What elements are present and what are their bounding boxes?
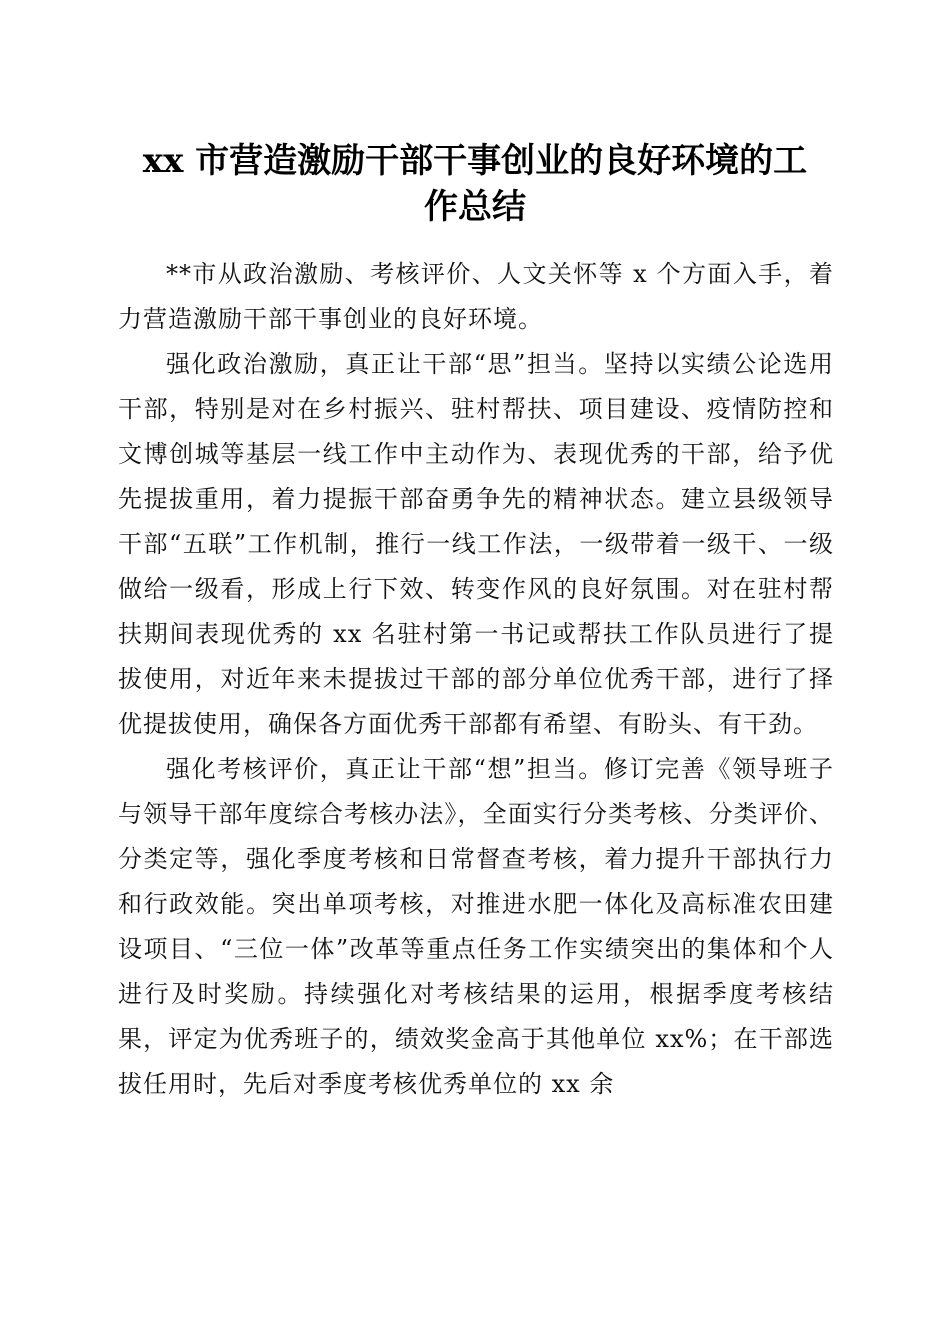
paragraph-political-incentive: 强化政治激励，真正让干部“思”担当。坚持以实绩公论选用干部，特别是对在乡村振兴、驻村帮扶、项目建设、疫情防控和文博创城等基层一线工作中主动作为、表现优秀的干部，给予优先提拔重用，着力提振干部奋勇争先的精神状态。建立县级领导干部“五联”工作机制，推行一线工作法，一级带着一级干、一级做给一级看，形成上行下效、转变作风的良好氛围。对在驻村帮扶期间表现优秀的 xx 名驻村第一书记或帮扶工作队员进行了提拔使用，对近年来未提拔过干部的部分单位优秀干部，进行了择优提拔使用，确保各方面优秀干部都有希望、有盼头、有干劲。 — [118, 350, 834, 738]
title-line-2: 作总结 — [424, 187, 526, 227]
title-line-1: xx 市营造激励干部干事创业的良好环境的工 — [142, 141, 808, 181]
document-body — [118, 252, 834, 1107]
document-title — [100, 138, 850, 230]
paragraph-assessment: 强化考核评价，真正让干部“想”担当。修订完善《领导班子与领导干部年度综合考核办法》，全面实行分类考核、分类评价、分类定等，强化季度考核和日常督查考核，着力提升干部执行力和行政效能。突出单项考核，对推进水肥一体化及高标准农田建设项目、“三位一体”改革等重点任务工作实绩突出的集体和个人进行及时奖励。持续强化对考核结果的运用，根据季度考核结果，评定为优秀班子的，绩效奖金高于其他单位 xx%；在干部选拔任用时，先后对季度考核优秀单位的 xx 余 — [118, 755, 834, 1098]
paragraph-intro: **市从政治激励、考核评价、人文关怀等 x 个方面入手，着力营造激励干部干事创业的良好环境。 — [118, 260, 834, 333]
